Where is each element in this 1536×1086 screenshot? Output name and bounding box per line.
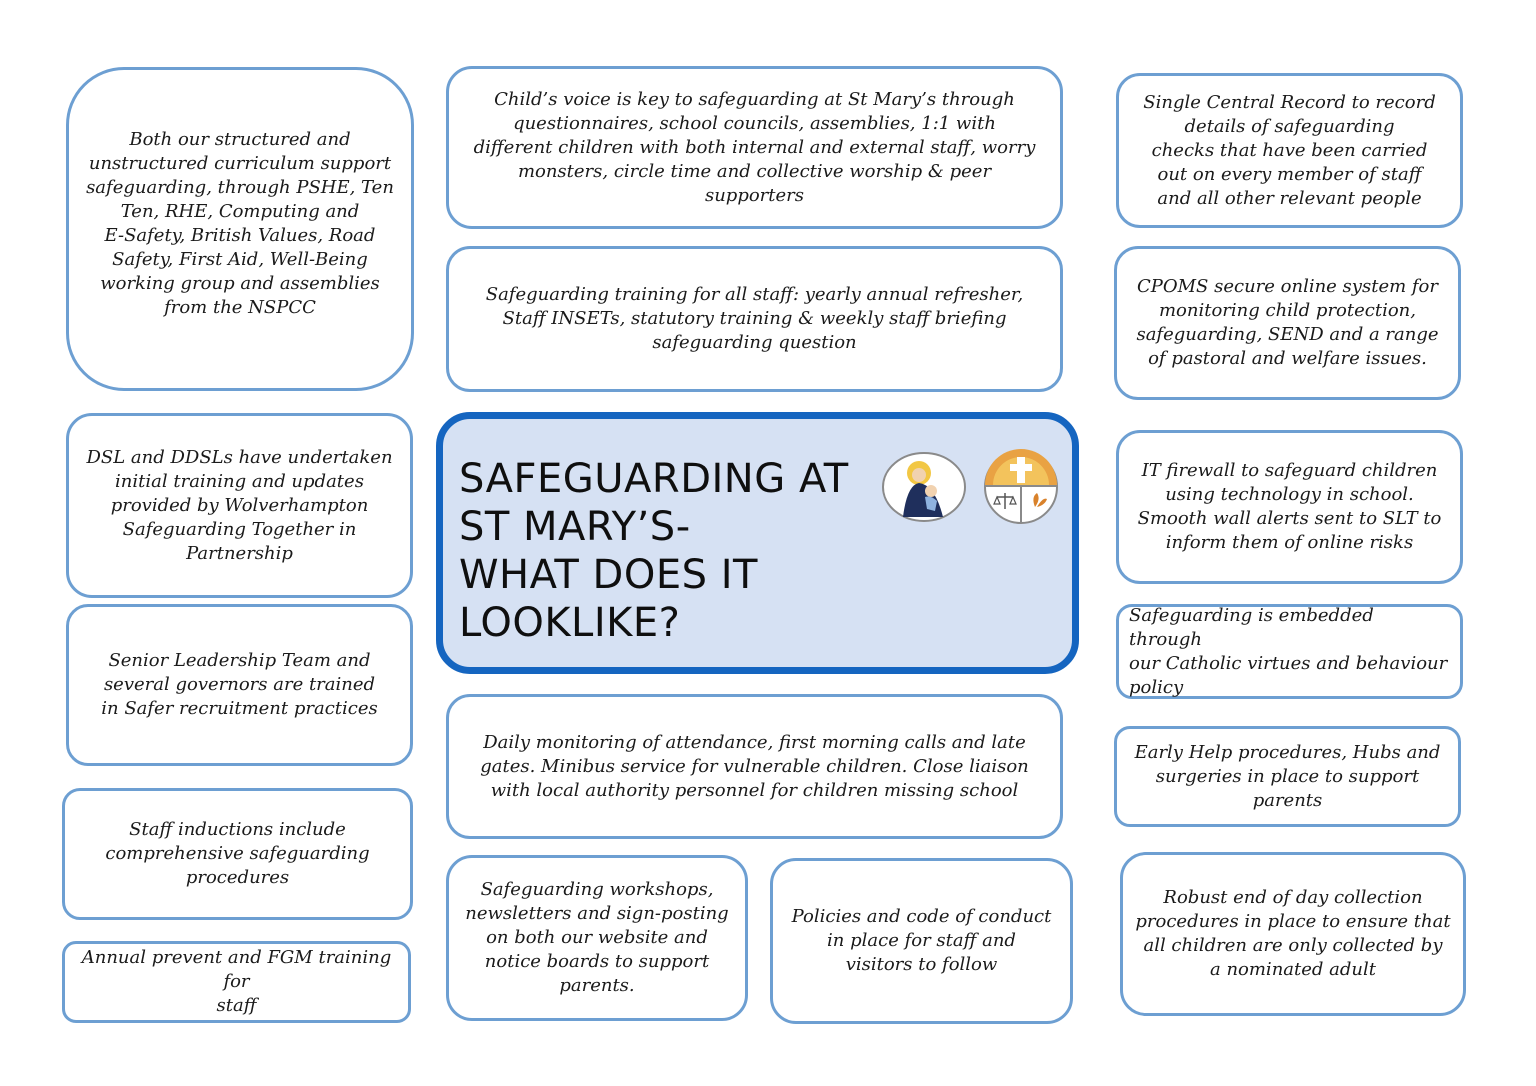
- box-firewall: [1116, 430, 1463, 584]
- box-childs-voice-text: Child’s voice is key to safeguarding at St Mary’s through questionnaires, school councils, assemblies, 1:1 with different children with both internal and external staff, worry monsters, circle time and collective worship & peer supporters: [473, 88, 1036, 206]
- box-curriculum: [66, 67, 414, 391]
- box-cpoms-text: CPOMS secure online system for monitoring child protection, safeguarding, SEND and a range of pastoral and welfare issues.: [1136, 276, 1439, 369]
- box-attendance: [446, 694, 1063, 839]
- box-prevent: [62, 941, 411, 1023]
- box-workshops-text: Safeguarding workshops, newsletters and sign-posting on both our website and notice boards to support parents.: [465, 879, 729, 996]
- box-curriculum-text: Both our structured and unstructured curriculum support safeguarding, through PSHE, Ten Ten, RHE, Computing and E-Safety, British Values, Road Safety, First Aid, Well-Being working group and assemblies from the NSPCC: [86, 129, 394, 318]
- box-early-help-text: Early Help procedures, Hubs and surgeries in place to support parents: [1134, 741, 1441, 811]
- box-inductions: [62, 788, 413, 920]
- box-policies: [770, 858, 1073, 1024]
- box-dsl: [66, 413, 413, 598]
- box-virtues: [1116, 604, 1463, 699]
- box-firewall-text: IT firewall to safeguard children using technology in school. Smooth wall alerts sent to SLT to inform them of online risks: [1137, 460, 1442, 553]
- box-central-record-text: Single Central Record to record details of safeguarding checks that have been carried out on every member of staff and all other relevant people: [1143, 91, 1436, 209]
- box-central-record: [1116, 73, 1463, 228]
- madonna-child-logo: [881, 451, 967, 523]
- box-workshops: [446, 855, 748, 1021]
- box-slt-text: Senior Leadership Team and several governors are trained in Safer recruitment practices: [101, 650, 378, 719]
- box-dsl-text: DSL and DDSLs have undertaken initial training and updates provided by Wolverhampton Safeguarding Together in Partnership: [86, 446, 393, 564]
- box-training: [446, 246, 1063, 392]
- box-policies-text: Policies and code of conduct in place for staff and visitors to follow: [791, 906, 1052, 975]
- box-slt: [66, 604, 413, 766]
- title-panel: [436, 412, 1079, 674]
- box-collection-text: Robust end of day collection procedures in place to ensure that all children are only collected by a nominated adult: [1135, 887, 1451, 980]
- box-cpoms: [1114, 246, 1461, 400]
- box-virtues-text: Safeguarding is embedded through our Catholic virtues and behaviour policy: [1129, 604, 1448, 698]
- page-title: SAFEGUARDING AT ST MARY’S- WHAT DOES IT LOOKLIKE?: [459, 456, 849, 646]
- box-childs-voice: [446, 66, 1063, 229]
- box-attendance-text: Daily monitoring of attendance, first morning calls and late gates. Minibus service for vulnerable children. Close liaison with local authority personnel for children missing school: [480, 731, 1029, 801]
- box-collection: [1120, 852, 1466, 1016]
- cross-scales-crest-logo: [979, 449, 1063, 525]
- box-prevent-text: Annual prevent and FGM training for staff: [81, 947, 392, 1016]
- box-inductions-text: Staff inductions include comprehensive safeguarding procedures: [105, 819, 370, 888]
- box-training-text: Safeguarding training for all staff: yearly annual refresher, Staff INSETs, statutory training & weekly staff briefing safeguarding question: [485, 284, 1024, 353]
- box-early-help: [1114, 726, 1461, 827]
